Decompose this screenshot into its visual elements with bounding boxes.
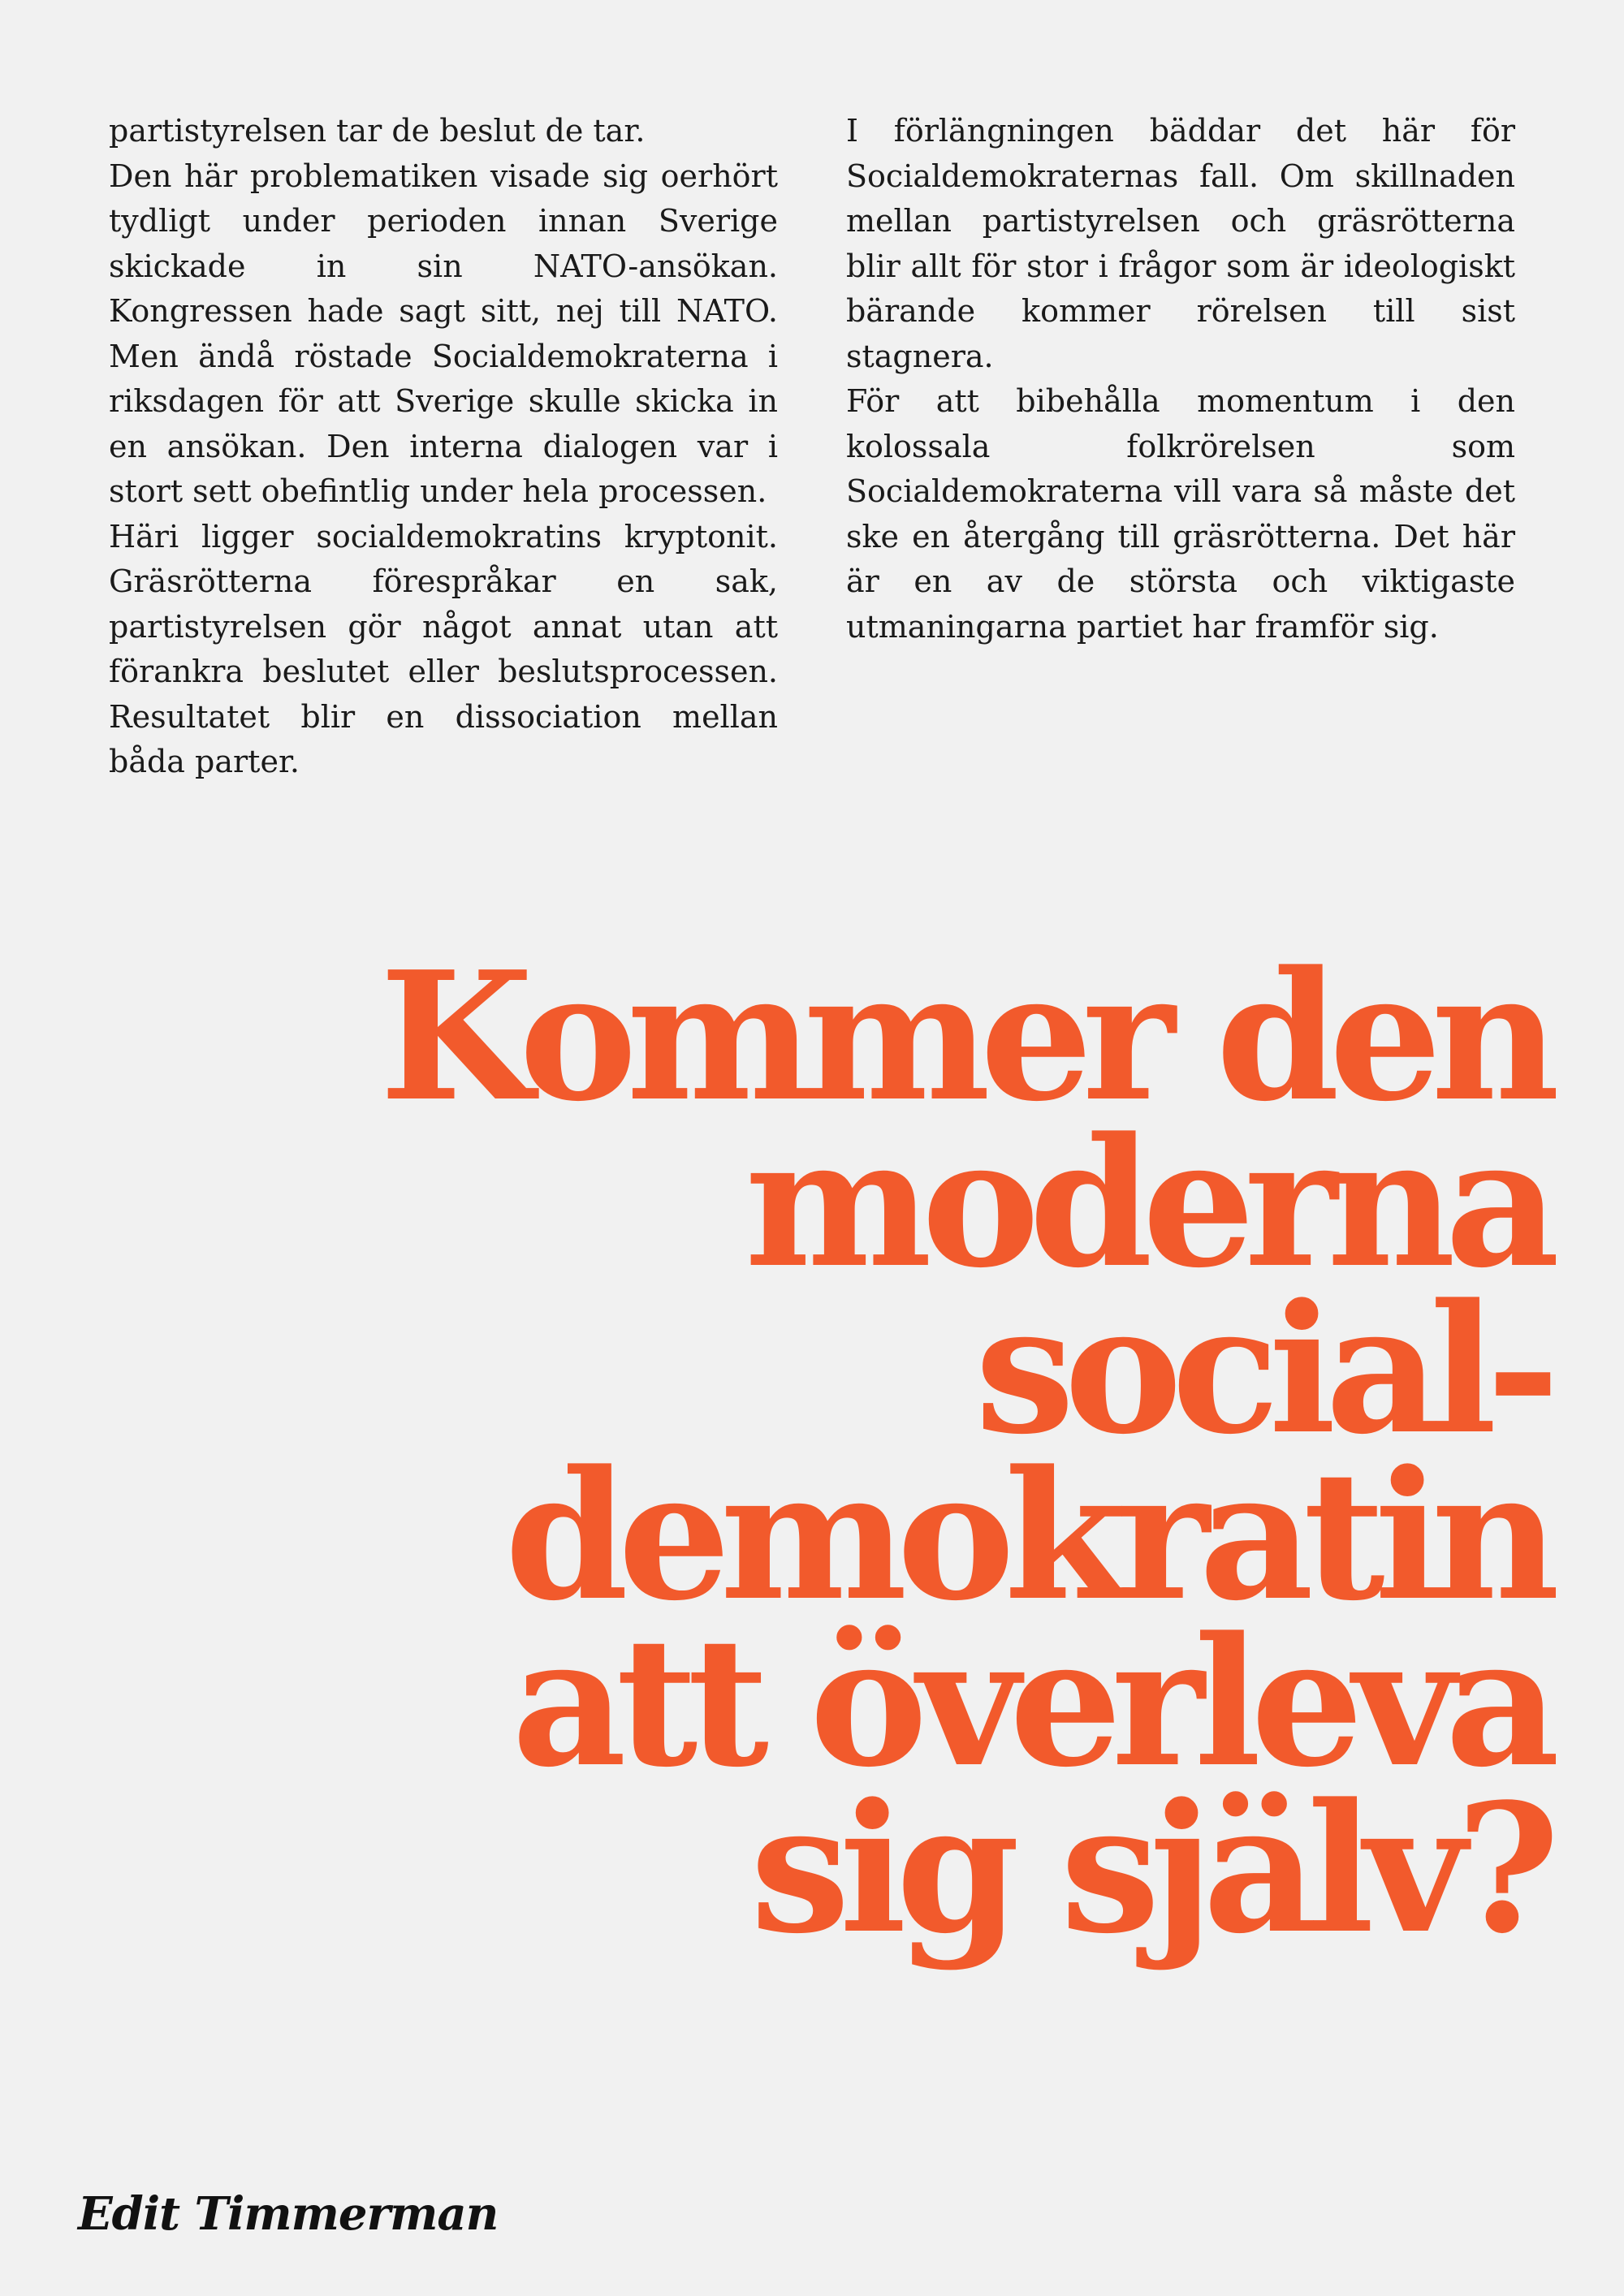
headline-line: Kommer den <box>379 933 1549 1141</box>
article-column-right <box>846 109 1515 650</box>
author-name: Edit Timmerman <box>78 2187 499 2241</box>
paragraph: Häri ligger socialdemokratins kryptonit. Gräsrötterna förespråkar en sak, partistyrelsen gör något annat utan att förankra beslutet eller beslutsprocessen. Resultatet blir en dissociation mellan båda parter. <box>109 518 778 779</box>
headline-line: demokratin <box>504 1432 1549 1640</box>
article-body <box>109 109 1515 839</box>
paragraph: I förlängningen bäddar det här för Socialdemokraternas fall. Om skillnaden mellan partistyrelsen och gräsrötterna blir allt för stor i frågor som är ideologiskt bärande kommer rörelsen till sist stagnera. <box>846 113 1515 374</box>
headline <box>169 933 1549 1973</box>
article-column-left <box>109 109 778 785</box>
paragraph: För att bibehålla momentum i den kolossala folkrörelsen som Socialdemokraterna vill vara så måste det ske en återgång till gräsrötterna. Det här är en av de största och viktigaste utmaningarna partiet har framför sig. <box>846 383 1515 645</box>
headline-line: att överleva <box>512 1599 1549 1806</box>
headline-line: sig själv? <box>750 1765 1549 1973</box>
headline-line: moderna <box>745 1099 1549 1307</box>
paragraph: partistyrelsen tar de beslut de tar. <box>109 113 646 149</box>
headline-line: social- <box>974 1266 1549 1474</box>
paragraph: Den här problematiken visade sig oerhört tydligt under perioden innan Sverige skickade in sin NATO-ansökan. Kongressen hade sagt sitt, nej till NATO. Men ändå röstade Socialdemokraterna i riksdagen för att Sverige skulle skicka in en ansökan. Den interna dialogen var i stort sett obefintlig under hela processen. <box>109 158 778 509</box>
